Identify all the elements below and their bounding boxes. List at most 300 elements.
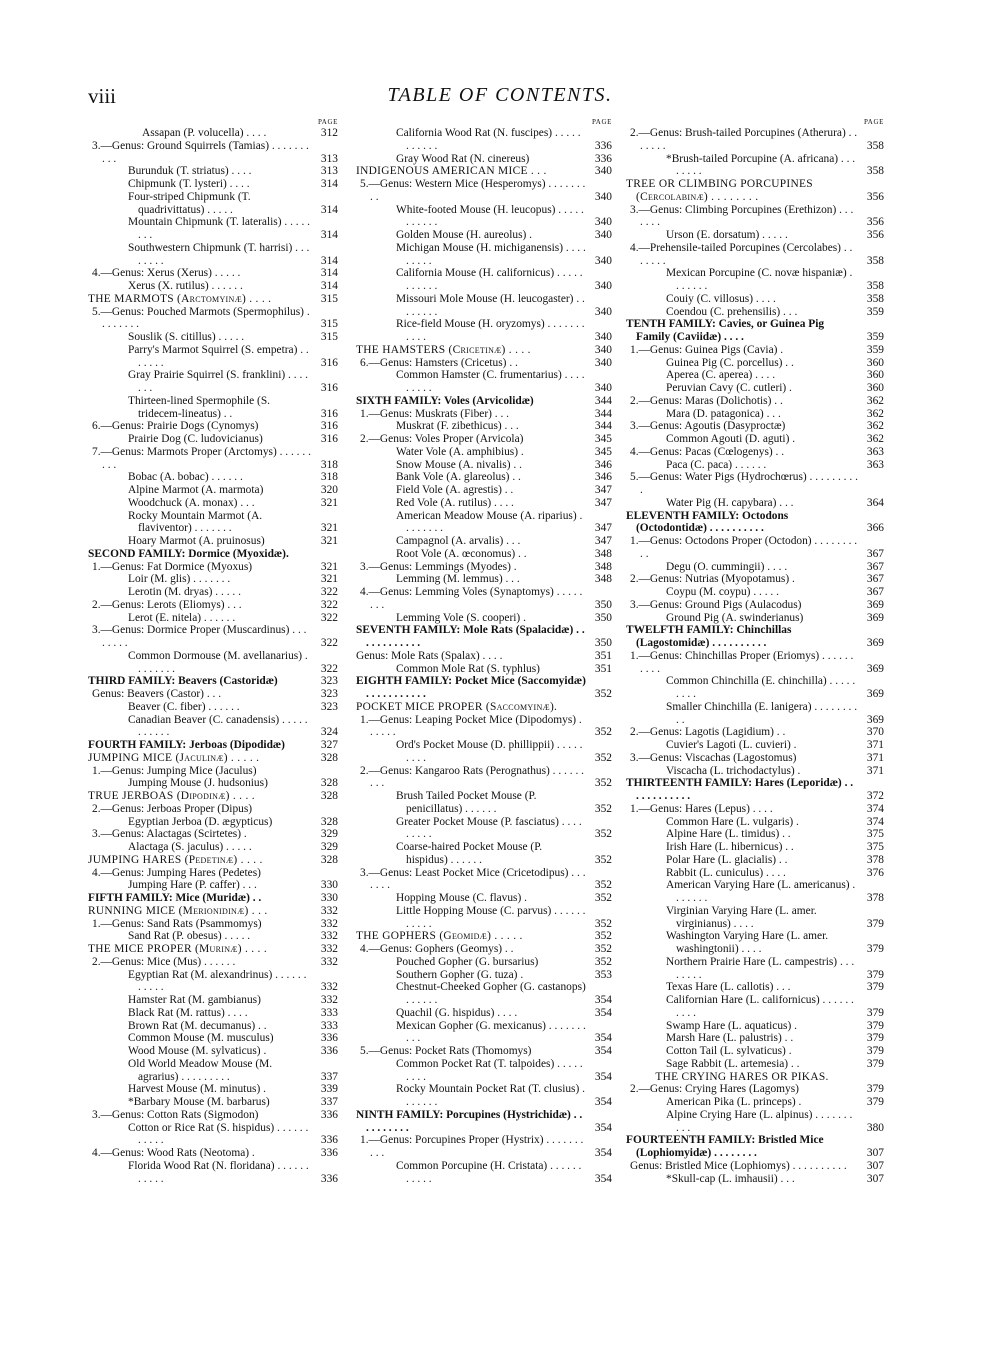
toc-entry [666, 739, 884, 752]
toc-entry-page: 329 [320, 841, 338, 853]
toc-entry-title: Genus: Mole Rats (Spalax) . . . . [356, 649, 503, 662]
toc-entry-title: 4.—Genus: Lemming Voles (Synaptomys) . . . . . . . . [360, 586, 583, 611]
toc-entry [666, 765, 884, 778]
toc-entry [396, 446, 612, 459]
toc-entry-title: Ground Pig (A. swinderianus) [666, 611, 804, 624]
toc-entry-page: 337 [320, 1096, 338, 1108]
toc-entry-page: 332 [320, 904, 338, 917]
toc-entry-title: THIRD FAMILY: Beavers (Castoridæ) [88, 675, 278, 688]
toc-entry-title: Root Vole (A. œconomus) . . [396, 547, 527, 560]
toc-entry-title: SEVENTH FAMILY: Mole Rats (Spalacidæ) . . . . . . . . . . . . [356, 624, 585, 649]
toc-entry-page: 354 [594, 1172, 612, 1185]
toc-entry [630, 599, 884, 612]
toc-entry-page: 314 [320, 203, 338, 216]
toc-entry-page: 336 [320, 1147, 338, 1159]
toc-entry-title: Florida Wood Rat (N. floridana) . . . . . . . . . . . [128, 1159, 309, 1185]
toc-entry [88, 293, 338, 306]
toc-entry [128, 471, 338, 484]
toc-entry [396, 612, 612, 625]
toc-entry [142, 127, 338, 140]
toc-entry-title: Mexican Gopher (G. mexicanus) . . . . . . . . . . [396, 1019, 586, 1045]
toc-entry [630, 803, 884, 816]
toc-entry-page: 340 [594, 254, 612, 267]
toc-entry [396, 981, 612, 1007]
toc-entry-title: Alpine Marmot (A. marmota) [128, 484, 264, 496]
toc-entry [88, 892, 338, 905]
toc-entry-title: Bank Vole (A. glareolus) . . [396, 471, 521, 484]
toc-entry [666, 1045, 884, 1058]
toc-entry-page: 322 [320, 662, 338, 675]
toc-entry [396, 369, 612, 395]
toc-entry-title: THIRTEENTH FAMILY: Hares (Leporidæ) . . . . . . . . . . . . [626, 777, 854, 802]
toc-entry-title: Harvest Mouse (M. minutus) . [128, 1083, 266, 1096]
toc-entry-title: Chestnut-Cheeked Gopher (G. castanops) . . . . . . [396, 981, 586, 1006]
toc-entry-page: 379 [866, 1096, 884, 1108]
toc-entry-page: 307 [866, 1172, 884, 1185]
toc-entry-page: 332 [320, 930, 338, 943]
toc-entry [88, 752, 338, 765]
toc-entry-page: 336 [320, 1045, 338, 1057]
toc-entry-page: 356 [866, 190, 884, 203]
toc-entry [360, 1134, 612, 1160]
toc-entry-title: ELEVENTH FAMILY: Octodons (Octodontidæ) . . . . . . . . . . [626, 509, 789, 535]
toc-entry [666, 1058, 884, 1071]
toc-entry-page: 354 [594, 1096, 612, 1108]
toc-entry-page: 347 [594, 496, 612, 509]
toc-entry [360, 561, 612, 574]
toc-entry-page: 322 [320, 586, 338, 598]
page-column-label: PAGE [591, 118, 612, 126]
toc-entry [92, 828, 338, 841]
toc-entry-title: 5.—Genus: Western Mice (Hesperomys) . . . . . . . . . [360, 178, 586, 203]
toc-entry-title: Water Vole (A. amphibius) . [396, 445, 524, 458]
toc-entry-page: 379 [866, 917, 884, 930]
toc-entry [630, 573, 884, 586]
toc-entry-page: 352 [594, 688, 612, 700]
toc-entry-title: Common Mole Rat (S. typhlus) [396, 662, 540, 675]
toc-entry-title: Common Dormouse (M. avellanarius) . . . . . . . . [128, 649, 308, 675]
toc-entry-page: 323 [320, 700, 338, 713]
toc-entry-page: 354 [594, 1070, 612, 1083]
toc-entry [128, 1160, 338, 1186]
toc-entry-title: Rice-field Mouse (H. oryzomys) . . . . . . . . . . . [396, 318, 585, 343]
toc-entry [356, 165, 612, 178]
toc-entry-page: 340 [594, 190, 612, 203]
toc-entry [92, 140, 338, 166]
toc-entry-title: Loir (M. glis) . . . . . . . [128, 573, 231, 586]
toc-entry [128, 497, 338, 510]
toc-entry [666, 1020, 884, 1033]
toc-entry-page: 320 [320, 484, 338, 496]
toc-entry-page: 321 [320, 560, 338, 573]
toc-entry-title: Michigan Mouse (H. michiganensis) . . . . . . . . . [396, 241, 586, 267]
toc-entry-title: TRUE JERBOAS (Dipodinæ) . . . . [88, 790, 255, 802]
toc-entry-title: Mexican Porcupine (C. novæ hispaniæ) . . . . . . . [666, 267, 853, 292]
toc-entry-page: 362 [866, 433, 884, 445]
toc-entry-page: 356 [866, 229, 884, 241]
toc-entry-page: 360 [866, 356, 884, 369]
toc-entry [630, 752, 884, 765]
toc-entry [92, 1147, 338, 1160]
toc-entry [396, 573, 612, 586]
toc-entry-page: 330 [320, 879, 338, 892]
toc-entry-title: 1.—Genus: Leaping Pocket Mice (Dipodomys) . . . . . . [360, 713, 582, 739]
toc-entry [92, 765, 338, 778]
toc-entry-page: 316 [320, 382, 338, 394]
toc-entry-page: 369 [866, 637, 884, 649]
toc-column-3 [626, 117, 884, 1185]
toc-entry-title: 3.—Genus: Lemmings (Myodes) . [360, 560, 517, 573]
toc-entry [626, 1071, 884, 1084]
toc-entry-page: 340 [594, 165, 612, 178]
toc-entry [396, 471, 612, 484]
toc-entry-page: 316 [320, 433, 338, 445]
toc-entry-title: Genus: Bristled Mice (Lophiomys) . . . . . . . . . . [630, 1159, 847, 1172]
toc-entry [396, 1020, 612, 1046]
toc-entry-title: 4.—Genus: Jumping Hares (Pedetes) [92, 866, 261, 879]
toc-entry [356, 624, 612, 650]
toc-entry [396, 816, 612, 842]
toc-entry-page: 315 [320, 331, 338, 343]
toc-entry-page: 347 [594, 484, 612, 496]
toc-entry-title: Alpine Crying Hare (L. alpinus) . . . . . . . . . . [666, 1108, 853, 1134]
toc-entry [128, 930, 338, 943]
toc-entry-title: Pouched Gopher (G. bursarius) [396, 955, 539, 968]
toc-entry [396, 459, 612, 472]
toc-entry-title: Golden Mouse (H. aureolus) . [396, 229, 533, 241]
toc-entry-page: 379 [866, 1006, 884, 1019]
toc-entry-title: FOURTEENTH FAMILY: Bristled Mice (Lophiomyidæ) . . . . . . . . [626, 1134, 824, 1159]
toc-entry [630, 1083, 884, 1096]
toc-entry [360, 586, 612, 612]
toc-entry [666, 357, 884, 370]
toc-entry-title: Old World Meadow Mouse (M. agrarius) . . . . . . . . . [128, 1057, 273, 1083]
toc-entry [630, 446, 884, 459]
toc-entry-title: Parry's Marmot Squirrel (S. empetra) . . . . . . . [128, 343, 309, 369]
toc-entry-page: 364 [866, 496, 884, 509]
toc-entry-page: 324 [320, 726, 338, 739]
toc-entry-page: 356 [866, 216, 884, 229]
toc-entry-page: 321 [320, 573, 338, 586]
toc-entry-page: 369 [866, 713, 884, 726]
toc-entry-title: American Varying Hare (L. americanus) . . . . . . . [666, 879, 856, 904]
toc-entry [128, 1020, 338, 1033]
toc-entry [666, 841, 884, 854]
toc-entry [666, 905, 884, 931]
toc-entry [128, 535, 338, 548]
toc-entry [626, 318, 884, 344]
toc-entry-title: Jumping Hare (P. caffer) . . . [128, 879, 257, 892]
toc-entry-title: Egyptian Rat (M. alexandrinus) . . . . . . . . . . . [128, 968, 307, 994]
toc-entry-title: Smaller Chinchilla (E. lanigera) . . . . . . . . . . [666, 700, 858, 726]
toc-entry [128, 1122, 338, 1148]
toc-entry-page: 316 [320, 420, 338, 433]
toc-entry [128, 586, 338, 599]
toc-entry-page: 379 [866, 1057, 884, 1070]
toc-entry-title: Coarse-haired Pocket Mouse (P. hispidus) . . . . . . [396, 841, 543, 866]
toc-entry [88, 905, 338, 918]
toc-entry [128, 1096, 338, 1109]
toc-entry [626, 1134, 884, 1160]
toc-entry-page: 337 [320, 1070, 338, 1083]
toc-entry [88, 739, 338, 752]
toc-entry-title: 1.—Genus: Porcupines Proper (Hystrix) . . . . . . . . . . [360, 1134, 584, 1159]
toc-entry-title: 2.—Genus: Kangaroo Rats (Perognathus) . . . . . . . . . [360, 764, 584, 790]
toc-entry-title: THE GOPHERS (Geomidæ) . . . . . [356, 930, 523, 943]
toc-entry-page: 351 [594, 649, 612, 662]
toc-entry-title: Coendou (C. prehensilis) . . . [666, 305, 798, 318]
toc-entry-page: 352 [594, 802, 612, 815]
toc-entry-page: 371 [866, 751, 884, 764]
toc-entry-page: 314 [320, 280, 338, 292]
toc-entry [396, 267, 612, 293]
toc-entry-page: 375 [866, 841, 884, 853]
toc-entry [92, 867, 338, 880]
toc-entry-page: 354 [594, 1006, 612, 1019]
toc-entry-page: 327 [320, 739, 338, 751]
toc-entry-title: 5.—Genus: Pouched Marmots (Spermophilus) . . . . . . . . [92, 305, 310, 331]
toc-entry-page: 352 [594, 917, 612, 930]
toc-entry-page: 369 [866, 598, 884, 611]
toc-entry-page: 322 [320, 637, 338, 649]
toc-entry [666, 382, 884, 395]
toc-entry-title: Burunduk (T. striatus) . . . . [128, 165, 252, 178]
toc-entry-title: Mountain Chipmunk (T. lateralis) . . . . . . . . [128, 216, 311, 241]
toc-entry [396, 1160, 612, 1186]
toc-entry-page: 318 [320, 458, 338, 471]
toc-entry-title: NINTH FAMILY: Porcupines (Hystrichidæ) . . . . . . . . . . [356, 1108, 583, 1134]
toc-entry-title: Lerotin (M. dryas) . . . . . [128, 586, 241, 598]
toc-entry [128, 1032, 338, 1045]
toc-entry [666, 1032, 884, 1045]
toc-entry [626, 624, 884, 650]
toc-entry-title: 5.—Genus: Pocket Rats (Thomomys) [360, 1045, 532, 1057]
toc-entry-page: 378 [866, 892, 884, 904]
toc-entry-title: FIFTH FAMILY: Mice (Muridæ) . . [88, 892, 262, 904]
toc-entry [666, 701, 884, 727]
toc-entry-title: Muskrat (F. zibethicus) . . . [396, 420, 519, 433]
toc-entry-page: 321 [320, 535, 338, 547]
toc-entry [128, 816, 338, 829]
toc-entry-title: *Skull-cap (L. imhausii) . . . [666, 1172, 795, 1185]
toc-entry-page: 352 [594, 853, 612, 866]
toc-entry-title: THE MARMOTS (Arctomyinæ) . . . . [88, 292, 272, 305]
toc-entry [128, 969, 338, 995]
toc-entry [666, 612, 884, 625]
toc-entry [396, 739, 612, 765]
toc-entry-page: 369 [866, 688, 884, 700]
toc-entry-page: 379 [866, 981, 884, 994]
toc-entry [128, 841, 338, 854]
toc-entry-title: Common Chinchilla (E. chinchilla) . . . . . . . . . [666, 675, 856, 700]
toc-entry [666, 497, 884, 510]
toc-entry-page: 367 [866, 573, 884, 586]
toc-entry-title: THE MICE PROPER (Murinæ) . . . . [88, 943, 267, 955]
toc-entry-title: California Mouse (H. californicus) . . . . . . . . . . . [396, 267, 583, 292]
toc-entry-title: Egyptian Jerboa (D. ægypticus) [128, 815, 273, 828]
toc-entry [396, 204, 612, 230]
toc-entry-page: 347 [594, 535, 612, 547]
toc-entry [630, 650, 884, 676]
toc-entry-title: Four-striped Chipmunk (T. quadrivittatus) . . . . . [128, 190, 251, 216]
toc-entry [396, 663, 612, 676]
toc-entry-title: American Meadow Mouse (A. riparius) . . . . . . . . [396, 509, 583, 535]
toc-entry [396, 905, 612, 931]
toc-entry-title: Canadian Beaver (C. canadensis) . . . . . . . . . . . [128, 713, 308, 739]
toc-entry-page: 340 [594, 356, 612, 369]
toc-entry-page: 316 [320, 356, 338, 369]
toc-entry [92, 599, 338, 612]
toc-entry-page: 323 [320, 688, 338, 700]
toc-entry [92, 267, 338, 280]
toc-entry-page: 371 [866, 739, 884, 751]
toc-entry-title: Chipmunk (T. lysteri) . . . . [128, 178, 250, 190]
toc-entry [128, 612, 338, 625]
toc-entry [128, 433, 338, 446]
toc-entry-title: Cotton or Rice Rat (S. hispidus) . . . . . . . . . . . [128, 1121, 309, 1147]
toc-entry [360, 178, 612, 204]
toc-entry-page: 312 [320, 127, 338, 139]
toc-entry-title: 3.—Genus: Least Pocket Mice (Cricetodipus) . . . . . . . [360, 866, 586, 892]
toc-entry-page: 354 [594, 1032, 612, 1045]
toc-entry [666, 408, 884, 421]
toc-entry-title: Field Vole (A. agrestis) . . [396, 484, 514, 496]
toc-entry-title: Snow Mouse (A. nivalis) . . [396, 458, 522, 471]
toc-entry-title: Souslik (S. citillus) . . . . . [128, 331, 245, 343]
toc-entry [128, 1045, 338, 1058]
toc-entry-title: 3.—Genus: Cotton Rats (Sigmodon) [92, 1108, 259, 1121]
toc-entry [666, 229, 884, 242]
toc-entry-title: 2.—Genus: Brush-tailed Porcupines (Atherura) . . . . . . . [630, 127, 858, 152]
toc-entry-title: Brown Rat (M. decumanus) . . [128, 1019, 267, 1032]
toc-entry-page: 354 [594, 1045, 612, 1057]
toc-entry-page: 358 [866, 165, 884, 178]
toc-entry [630, 1160, 884, 1173]
toc-entry-page: 314 [320, 178, 338, 190]
toc-entry-title: 2.—Genus: Lagotis (Lagidium) . . [630, 726, 786, 739]
toc-entry-page: 350 [594, 598, 612, 611]
toc-entry-page: 369 [866, 662, 884, 675]
toc-entry-page: 336 [320, 1032, 338, 1045]
toc-entry-title: Wood Mouse (M. sylvaticus) . [128, 1045, 267, 1057]
toc-entry [128, 650, 338, 676]
toc-entry [396, 790, 612, 816]
toc-entry [396, 318, 612, 344]
toc-entry [356, 701, 612, 714]
toc-entry-page: 314 [320, 254, 338, 267]
toc-entry-title: California Wood Rat (N. fuscipes) . . . . . . . . . . . [396, 127, 581, 152]
toc-entry-title: Texas Hare (L. callotis) . . . [666, 981, 791, 994]
toc-entry-page: 352 [594, 930, 612, 943]
toc-entry-page: 348 [594, 547, 612, 560]
toc-entry [360, 867, 612, 893]
toc-entry-title: Cotton Tail (L. sylvaticus) . [666, 1045, 792, 1057]
toc-entry-page: 336 [320, 1172, 338, 1185]
toc-entry-page: 370 [866, 726, 884, 739]
toc-entry-title: Rocky Mountain Pocket Rat (T. clusius) . . . . . . . [396, 1083, 585, 1108]
toc-entry [396, 293, 612, 319]
toc-entry-page: 362 [866, 420, 884, 433]
toc-entry-page: 359 [866, 305, 884, 318]
toc-entry-title: Lemming Vole (S. cooperi) . [396, 611, 526, 624]
toc-entry [666, 586, 884, 599]
toc-entry-page: 371 [866, 764, 884, 777]
toc-entry-title: Rabbit (L. cuniculus) . . . . [666, 866, 786, 879]
toc-entry [128, 369, 338, 395]
toc-entry [396, 229, 612, 242]
toc-entry-title: 1.—Genus: Sand Rats (Psammomys) [92, 917, 262, 930]
toc-entry-title: Greater Pocket Mouse (P. fasciatus) . . . . . . . . . [396, 815, 582, 841]
toc-entry [88, 548, 338, 561]
toc-entry [666, 1109, 884, 1135]
toc-entry-title: Coypu (M. coypu) . . . . . [666, 586, 779, 598]
toc-entry-page: 344 [594, 394, 612, 407]
toc-entry [666, 675, 884, 701]
toc-entry-title: Common Mouse (M. musculus) [128, 1032, 274, 1045]
toc-entry-title: 3.—Genus: Viscachas (Lagostomus) [630, 751, 797, 764]
toc-entry [360, 357, 612, 370]
toc-entry [92, 803, 338, 816]
toc-entry-title: Urson (E. dorsatum) . . . . . [666, 229, 788, 241]
toc-entry [92, 420, 338, 433]
toc-entry-title: 3.—Genus: Dormice Proper (Muscardinus) . . . . . . . . [92, 624, 307, 649]
toc-entry-title: Common Agouti (D. aguti) . [666, 433, 796, 445]
toc-entry-page: 345 [594, 433, 612, 445]
toc-entry [88, 943, 338, 956]
toc-entry [396, 153, 612, 166]
toc-entry [92, 1109, 338, 1122]
toc-entry-page: 339 [320, 1083, 338, 1096]
toc-entry-title: 7.—Genus: Marmots Proper (Arctomys) . . . . . . . . . [92, 445, 311, 471]
toc-entry-title: 4.—Genus: Xerus (Xerus) . . . . . [92, 267, 241, 280]
toc-entry [396, 969, 612, 982]
toc-entry-title: Peruvian Cavy (C. cutleri) . [666, 382, 792, 394]
toc-entry [666, 981, 884, 994]
toc-entry [360, 943, 612, 956]
toc-entry-page: 340 [594, 229, 612, 241]
toc-entry-title: TWELFTH FAMILY: Chinchillas (Lagostomidæ) . . . . . . . . . . [626, 624, 792, 649]
toc-entry-title: Southern Gopher (G. tuza) . [396, 968, 524, 981]
toc-entry-page: 332 [320, 994, 338, 1006]
toc-entry-page: 328 [320, 790, 338, 802]
toc-entry [666, 828, 884, 841]
toc-entry-title: 2.—Genus: Jerboas Proper (Dipus) [92, 802, 253, 815]
toc-entry-page: 359 [866, 331, 884, 343]
toc-entry-title: EIGHTH FAMILY: Pocket Mice (Saccomyidæ) . . . . . . . . . . . [356, 675, 586, 700]
toc-entry-page: 351 [594, 662, 612, 675]
toc-entry-page: 352 [594, 955, 612, 968]
toc-entry [396, 242, 612, 268]
toc-entry-title: Beaver (C. fiber) . . . . . . [128, 700, 240, 713]
toc-entry-page: 374 [866, 802, 884, 815]
toc-entry-page: 346 [594, 471, 612, 484]
toc-entry [626, 510, 884, 536]
toc-entry [630, 242, 884, 268]
toc-entry-title: Bobac (A. bobac) . . . . . . [128, 471, 243, 484]
toc-entry-page: 332 [320, 955, 338, 968]
toc-entry-title: Hoary Marmot (A. pruinosus) [128, 535, 265, 547]
toc-entry [666, 867, 884, 880]
toc-entry [630, 535, 884, 561]
toc-entry-page: 313 [320, 152, 338, 165]
toc-entry-title: Water Pig (H. capybara) . . . [666, 496, 794, 509]
toc-entry-title: 3.—Genus: Alactagas (Scirtetes) . [92, 828, 247, 841]
toc-entry-title: Cuvier's Lagoti (L. cuvieri) . [666, 739, 797, 751]
toc-entry [128, 165, 338, 178]
toc-entry-page: 379 [866, 1019, 884, 1032]
toc-entry-page: 363 [866, 458, 884, 471]
toc-entry [630, 726, 884, 739]
